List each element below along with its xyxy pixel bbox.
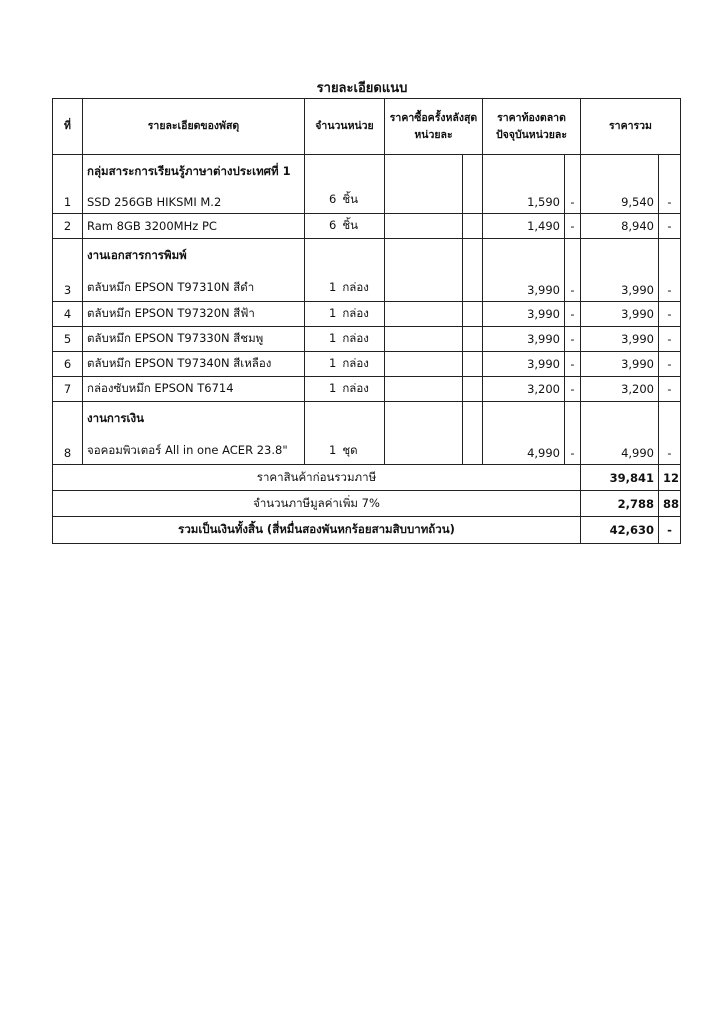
item-no: 4 (53, 302, 83, 327)
item-no: 3 (53, 239, 83, 302)
item-desc: ตลับหมึก EPSON T97340N สีเหลือง (83, 352, 305, 377)
grand-total-row (53, 517, 681, 544)
item-total: 4,990 (581, 402, 659, 465)
item-qty (305, 352, 385, 377)
item-last-price-satang (463, 327, 483, 352)
item-last-price (385, 214, 463, 239)
item-unit: กล่อง (342, 331, 369, 345)
item-total-satang: - (659, 155, 681, 214)
item-qty-value: 1 (329, 306, 337, 320)
item-no: 2 (53, 214, 83, 239)
item-unit: กล่อง (342, 280, 369, 294)
items-body (53, 155, 681, 465)
item-no: 7 (53, 377, 83, 402)
item-desc-text: จอคอมพิวเตอร์ All in one ACER 23.8" (87, 443, 288, 457)
item-last-price (385, 327, 463, 352)
item-qty-value: 6 (329, 192, 337, 206)
item-desc-text: ตลับหมึก EPSON T97310N สีดำ (87, 280, 255, 294)
table-row (53, 155, 681, 214)
table-row (53, 327, 681, 352)
item-desc: ตลับหมึก EPSON T97320N สีฟ้า (83, 302, 305, 327)
item-qty-value: 1 (329, 443, 337, 457)
item-last-price-satang (463, 402, 483, 465)
item-qty (305, 302, 385, 327)
group-heading: งานการเงิน (87, 411, 144, 425)
header-no: ที่ (53, 99, 83, 155)
items-table (52, 98, 681, 544)
item-no: 5 (53, 327, 83, 352)
item-unit-price: 3,990 (483, 352, 565, 377)
item-unit-price: 3,990 (483, 302, 565, 327)
item-total: 3,990 (581, 302, 659, 327)
item-unit-satang: - (565, 327, 581, 352)
table-row (53, 239, 681, 302)
item-unit-satang: - (565, 377, 581, 402)
header-qty: จำนวนหน่วย (305, 99, 385, 155)
header-total: ราคารวม (581, 99, 681, 155)
item-total: 3,990 (581, 352, 659, 377)
grand-total-label: รวมเป็นเงินทั้งสิ้น (สี่หมื่นสองพันหกร้อยสามสิบบาทถ้วน) (53, 517, 581, 544)
item-no: 6 (53, 352, 83, 377)
item-qty (305, 402, 385, 465)
item-qty (305, 327, 385, 352)
item-desc (83, 155, 305, 214)
vat-label: จำนวนภาษีมูลค่าเพิ่ม 7% (53, 491, 581, 517)
item-total: 3,990 (581, 327, 659, 352)
page-title: รายละเอียดแนบ (316, 81, 408, 96)
vat-satang: 88 (659, 491, 681, 517)
vat-row (53, 491, 681, 517)
table-row (53, 402, 681, 465)
item-unit-price: 1,590 (483, 155, 565, 214)
header-last-price: ราคาซื้อครั้งหลังสุดหน่วยละ (385, 99, 483, 155)
item-last-price-satang (463, 239, 483, 302)
header-market-price: ราคาท้องตลาดปัจจุบันหน่วยละ (483, 99, 581, 155)
item-last-price (385, 302, 463, 327)
item-total-satang: - (659, 352, 681, 377)
item-last-price-satang (463, 377, 483, 402)
item-qty-value: 1 (329, 381, 337, 395)
item-unit-satang: - (565, 155, 581, 214)
item-unit: ชุด (342, 443, 358, 457)
item-total-satang: - (659, 239, 681, 302)
item-qty-value: 1 (329, 356, 337, 370)
item-last-price (385, 377, 463, 402)
item-unit-satang: - (565, 402, 581, 465)
item-qty-value: 1 (329, 331, 337, 345)
item-unit-price: 3,990 (483, 239, 565, 302)
subtotal-row (53, 465, 681, 491)
item-total: 3,990 (581, 239, 659, 302)
item-qty (305, 214, 385, 239)
item-total-satang: - (659, 214, 681, 239)
item-unit-satang: - (565, 302, 581, 327)
subtotal-label: ราคาสินค้าก่อนรวมภาษี (53, 465, 581, 491)
item-unit-price: 3,990 (483, 327, 565, 352)
table-row (53, 302, 681, 327)
item-total-satang: - (659, 402, 681, 465)
item-total: 9,540 (581, 155, 659, 214)
item-unit: ชิ้น (342, 218, 358, 232)
item-desc: ตลับหมึก EPSON T97330N สีชมพู (83, 327, 305, 352)
item-desc-text: SSD 256GB HIKSMI M.2 (87, 195, 222, 209)
item-last-price-satang (463, 155, 483, 214)
item-desc: กล่องซับหมึก EPSON T6714 (83, 377, 305, 402)
table-row (53, 377, 681, 402)
item-unit: กล่อง (342, 356, 369, 370)
item-qty (305, 377, 385, 402)
item-unit-price: 3,200 (483, 377, 565, 402)
item-last-price (385, 239, 463, 302)
item-total: 8,940 (581, 214, 659, 239)
vat-value: 2,788 (581, 491, 659, 517)
item-qty-value: 1 (329, 280, 337, 294)
item-last-price (385, 402, 463, 465)
table-header-row (53, 99, 681, 155)
item-unit-satang: - (565, 239, 581, 302)
subtotal-satang: 12 (659, 465, 681, 491)
table-row (53, 352, 681, 377)
item-last-price-satang (463, 214, 483, 239)
item-unit: กล่อง (342, 306, 369, 320)
item-qty (305, 155, 385, 214)
item-unit-satang: - (565, 352, 581, 377)
item-last-price-satang (463, 302, 483, 327)
grand-total-satang: - (659, 517, 681, 544)
item-last-price (385, 352, 463, 377)
item-no: 8 (53, 402, 83, 465)
item-qty (305, 239, 385, 302)
header-desc: รายละเอียดของพัสดุ (83, 99, 305, 155)
item-desc: Ram 8GB 3200MHz PC (83, 214, 305, 239)
item-total-satang: - (659, 377, 681, 402)
group-heading: กลุ่มสาระการเรียนรู้ภาษาต่างประเทศที่ 1 (87, 164, 291, 178)
item-last-price (385, 155, 463, 214)
item-unit: กล่อง (342, 381, 369, 395)
item-total-satang: - (659, 327, 681, 352)
grand-total-value: 42,630 (581, 517, 659, 544)
item-last-price-satang (463, 352, 483, 377)
table-row (53, 214, 681, 239)
item-qty-value: 6 (329, 218, 337, 232)
item-unit: ชิ้น (342, 192, 358, 206)
item-unit-price: 4,990 (483, 402, 565, 465)
item-desc (83, 402, 305, 465)
item-desc (83, 239, 305, 302)
group-heading: งานเอกสารการพิมพ์ (87, 248, 187, 262)
item-total: 3,200 (581, 377, 659, 402)
item-unit-price: 1,490 (483, 214, 565, 239)
item-total-satang: - (659, 302, 681, 327)
item-unit-satang: - (565, 214, 581, 239)
item-no: 1 (53, 155, 83, 214)
subtotal-value: 39,841 (581, 465, 659, 491)
